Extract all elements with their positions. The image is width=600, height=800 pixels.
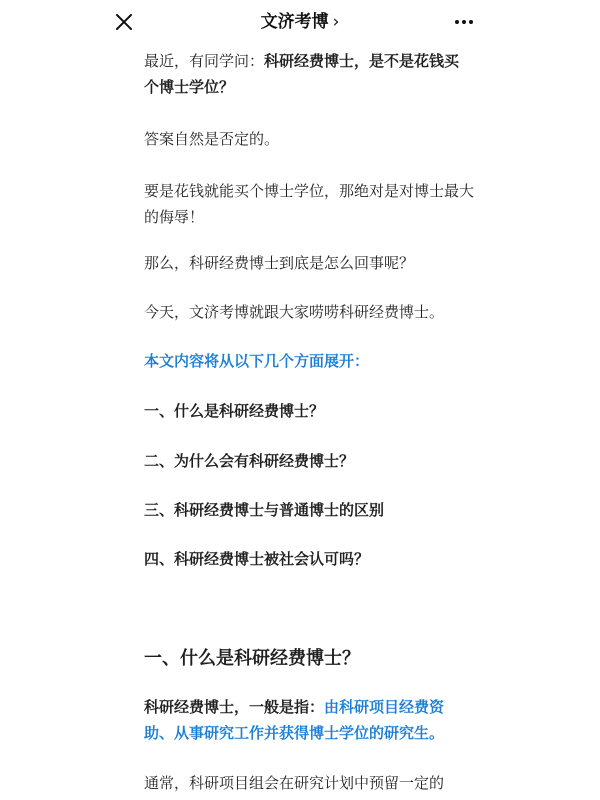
outline-item-1: 一、什么是科研经费博士？ — [144, 402, 325, 420]
paragraph-what-is: 那么，科研经费博士到底是怎么回事呢？ — [144, 254, 415, 272]
question-bold: 科研经费博士，是不是花钱买个博士学位？ — [144, 52, 460, 96]
account-title[interactable] — [0, 0, 600, 44]
question-lead: 最近，有同学问： — [144, 52, 265, 70]
outline-item-2: 二、为什么会有科研经费博士？ — [144, 452, 355, 470]
paragraph-insult: 要是花钱就能买个博士学位，那绝对是对博士最大的侮辱！ — [144, 182, 475, 226]
paragraph-answer: 答案自然是否定的。 — [144, 130, 280, 148]
paragraph-today: 今天，文济考博就跟大家唠唠科研经费博士。 — [144, 303, 445, 321]
more-icon[interactable] — [452, 10, 476, 34]
outline-item-4: 四、科研经费博士被社会认可吗？ — [144, 550, 370, 568]
outline-intro: 本文内容将从以下几个方面展开： — [144, 352, 370, 370]
definition-highlight: 由科研项目经费资助、从事研究工作并获得博士学位的研究生。 — [144, 698, 445, 742]
paragraph-question — [144, 48, 474, 100]
account-name[interactable]: 文济考博 — [260, 12, 329, 32]
outline-item-3: 三、科研经费博士与普通博士的区别 — [144, 501, 385, 519]
chevron-right-icon: › — [332, 12, 340, 32]
top-nav-bar — [0, 0, 600, 44]
section-1-definition — [144, 694, 474, 746]
definition-lead: 科研经费博士，一般是指： — [144, 698, 325, 716]
section-1-heading: 一、什么是科研经费博士？ — [144, 648, 360, 669]
section-1-paragraph-2: 通常，科研项目组会在研究计划中预留一定的 — [144, 774, 445, 792]
